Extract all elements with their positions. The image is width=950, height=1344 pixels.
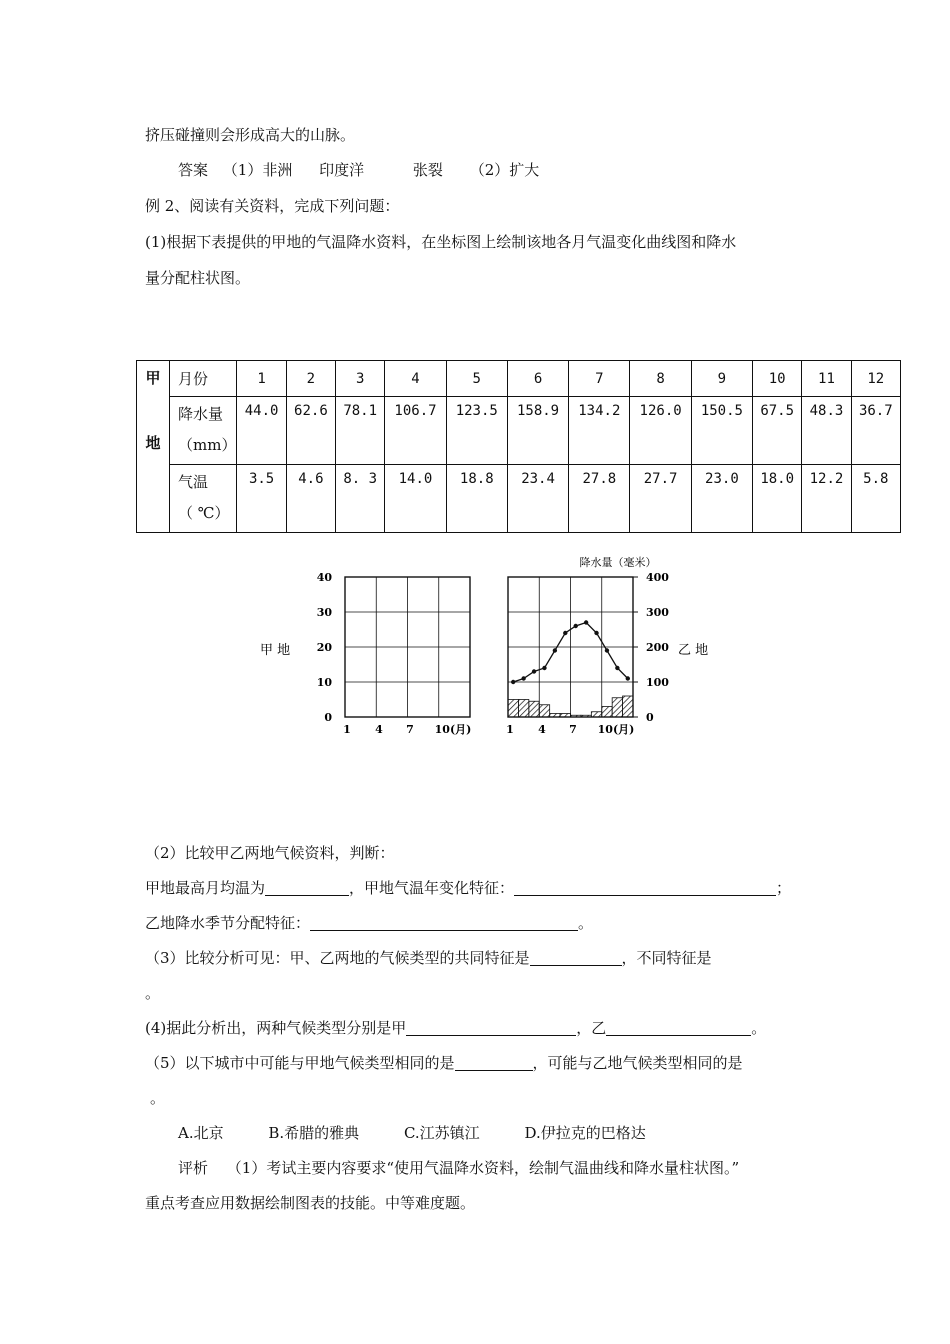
analysis-line-2: 重点考查应用数据绘制图表的技能。中等难度题。 [145, 1194, 476, 1212]
temp-cell: 14.0 [385, 465, 446, 533]
y2-tick-label: 400 [646, 571, 669, 584]
answer-item: 张裂 [412, 161, 443, 179]
q2a-text: ，甲地气温年变化特征： [349, 879, 515, 897]
temp-point [532, 669, 536, 673]
chart-b-y2-label: 降水量（毫米） [579, 556, 657, 569]
answer-label: 答案 [178, 161, 209, 179]
answer-blank[interactable] [265, 879, 349, 896]
q2a-text: 甲地最高月均温为 [145, 879, 266, 897]
place-label [137, 361, 170, 533]
precip-bar [581, 715, 591, 717]
precip-cell: 48.3 [802, 397, 851, 465]
precip-cell: 78.1 [336, 397, 385, 465]
temp-point [574, 624, 578, 628]
answer-part-1: （1）非洲 [222, 161, 293, 179]
temp-cell: 23.4 [507, 465, 568, 533]
x-tick-label: 1 [506, 723, 514, 736]
y2-tick-label: 300 [646, 606, 669, 619]
temp-header-text: 气温 [178, 473, 209, 491]
q2b-text: 。 [578, 914, 594, 932]
month-cell: 12 [851, 361, 900, 397]
x-tick-label: 4 [375, 723, 383, 736]
month-cell: 11 [802, 361, 851, 397]
temp-point [511, 680, 515, 684]
question-3-end: 。 [145, 984, 161, 1002]
temp-cell: 4.6 [286, 465, 335, 533]
precip-cell: 126.0 [630, 397, 691, 465]
x-tick-label: 4 [538, 723, 546, 736]
precip-cell: 150.5 [691, 397, 752, 465]
place-char: 甲 [145, 369, 161, 387]
option-d: D.伊拉克的巴格达 [524, 1124, 646, 1142]
chart-b-grid [508, 577, 638, 717]
q5-text: ，可能与乙地气候类型相同的是 [532, 1054, 743, 1072]
y2-tick-label: 0 [646, 711, 654, 724]
month-cell: 8 [630, 361, 691, 397]
temp-cell: 27.7 [630, 465, 691, 533]
q2b-text: 乙地降水季节分配特征： [145, 914, 311, 932]
precip-cell: 62.6 [286, 397, 335, 465]
y-tick-label: 30 [316, 606, 332, 619]
x-tick-label: 7 [569, 723, 577, 736]
temp-point [584, 620, 588, 624]
option-a: A.北京 [178, 1124, 224, 1142]
q3-text: ，不同特征是 [621, 949, 712, 967]
q3-text: （3）比较分析可见：甲、乙两地的气候类型的共同特征是 [145, 949, 530, 967]
y-tick-label: 10 [316, 676, 332, 689]
precip-bar [602, 707, 612, 718]
temp-point [594, 631, 598, 635]
precip-bar [612, 698, 622, 717]
place-char: 地 [145, 434, 161, 452]
temp-point [626, 676, 630, 680]
month-cell: 1 [237, 361, 286, 397]
y-tick-label: 20 [316, 641, 332, 654]
precip-cell: 36.7 [851, 397, 900, 465]
y-tick-label: 40 [316, 571, 332, 584]
precip-bar [539, 705, 549, 717]
temp-point [542, 666, 546, 670]
temp-point [521, 676, 525, 680]
month-cell: 9 [691, 361, 752, 397]
x-tick-label: 1 [343, 723, 351, 736]
q4-text: 。 [751, 1019, 767, 1037]
temp-cell: 27.8 [569, 465, 630, 533]
answer-blank[interactable] [606, 1019, 751, 1036]
temp-cell: 12.2 [802, 465, 851, 533]
y2-tick-label: 100 [646, 676, 669, 689]
x-tick-label: 10(月) [597, 723, 635, 736]
question-1-line-1: (1)根据下表提供的甲地的气温降水资料，在坐标图上绘制该地各月气温变化曲线图和降水 [145, 233, 737, 251]
temp-cell: 23.0 [691, 465, 752, 533]
chart-a-x-ticks [343, 723, 471, 736]
precip-cell: 158.9 [507, 397, 568, 465]
options-line [178, 1123, 646, 1143]
answer-blank[interactable] [310, 914, 578, 931]
option-b: B.希腊的雅典 [268, 1124, 360, 1142]
answer-line [178, 160, 539, 180]
precip-cell: 67.5 [753, 397, 802, 465]
chart-b-y2-ticks [646, 571, 669, 724]
climate-charts-figure [250, 550, 709, 740]
q4-text: ，乙 [576, 1019, 607, 1037]
temp-point [605, 648, 609, 652]
answer-blank[interactable] [406, 1019, 576, 1036]
month-cell: 10 [753, 361, 802, 397]
answer-blank[interactable] [530, 949, 622, 966]
temp-cell: 18.0 [753, 465, 802, 533]
temp-point [553, 648, 557, 652]
precip-unit: （mm） [178, 436, 237, 454]
q2a-text: ； [776, 879, 792, 897]
chart-b-x-ticks [506, 723, 634, 736]
y-tick-label: 0 [324, 711, 332, 724]
month-cell: 4 [385, 361, 446, 397]
question-4 [145, 1018, 766, 1038]
x-tick-label: 10(月) [434, 723, 472, 736]
precip-cell: 134.2 [569, 397, 630, 465]
q4-text: (4)据此分析出，两种气候类型分别是甲 [145, 1019, 407, 1037]
chart-a-y-ticks [317, 571, 333, 724]
example-heading: 例 2、阅读有关资料，完成下列问题： [145, 197, 400, 215]
precip-bar [550, 714, 560, 718]
chart-a-grid [345, 577, 470, 717]
precip-bar [571, 715, 581, 717]
precip-bar [518, 700, 528, 718]
temp-cell: 18.8 [446, 465, 507, 533]
precip-header-text: 降水量 [178, 405, 224, 423]
precip-header [170, 397, 237, 465]
temp-header [170, 465, 237, 533]
precip-cell: 106.7 [385, 397, 446, 465]
analysis-text: （1）考试主要内容要求“使用气温降水资料，绘制气温曲线和降水量柱状图。” [226, 1159, 740, 1177]
temp-unit: （ ℃） [178, 504, 230, 522]
temp-point [615, 666, 619, 670]
precip-cell: 44.0 [237, 397, 286, 465]
analysis-label: 评析 [178, 1159, 209, 1177]
answer-blank[interactable] [514, 879, 776, 896]
temp-cell: 5.8 [851, 465, 900, 533]
precip-bar [591, 712, 601, 717]
option-c: C.江苏镇江 [403, 1124, 480, 1142]
chart-a-title: 甲 地 [260, 643, 291, 658]
temp-cell: 3.5 [237, 465, 286, 533]
precip-cell: 123.5 [446, 397, 507, 465]
month-cell: 5 [446, 361, 507, 397]
question-2: （2）比较甲乙两地气候资料，判断： [145, 844, 395, 862]
answer-part-2: （2）扩大 [469, 161, 540, 179]
precip-bar [508, 700, 518, 718]
question-2a [145, 878, 791, 898]
x-tick-label: 7 [406, 723, 414, 736]
climate-data-table [136, 360, 901, 533]
precip-bar [560, 714, 570, 718]
question-3 [145, 948, 712, 968]
question-5 [145, 1053, 743, 1073]
text-line: 挤压碰撞则会形成高大的山脉。 [145, 126, 356, 144]
month-cell: 7 [569, 361, 630, 397]
answer-blank[interactable] [455, 1054, 533, 1071]
y2-tick-label: 200 [646, 641, 669, 654]
question-5-end: 。 [150, 1089, 166, 1107]
q5-text: （5）以下城市中可能与甲地气候类型相同的是 [145, 1054, 455, 1072]
analysis-line [178, 1158, 739, 1178]
temp-cell: 8. 3 [336, 465, 385, 533]
question-1-line-2: 量分配柱状图。 [145, 269, 251, 287]
question-2b [145, 913, 593, 933]
temp-point [563, 631, 567, 635]
month-cell: 3 [336, 361, 385, 397]
month-cell: 2 [286, 361, 335, 397]
answer-item: 印度洋 [319, 161, 365, 179]
chart-b-title: 乙 地 [678, 643, 709, 658]
precip-bar [623, 696, 633, 717]
precip-bar [529, 701, 539, 717]
month-cell: 6 [507, 361, 568, 397]
month-header: 月份 [170, 361, 237, 397]
